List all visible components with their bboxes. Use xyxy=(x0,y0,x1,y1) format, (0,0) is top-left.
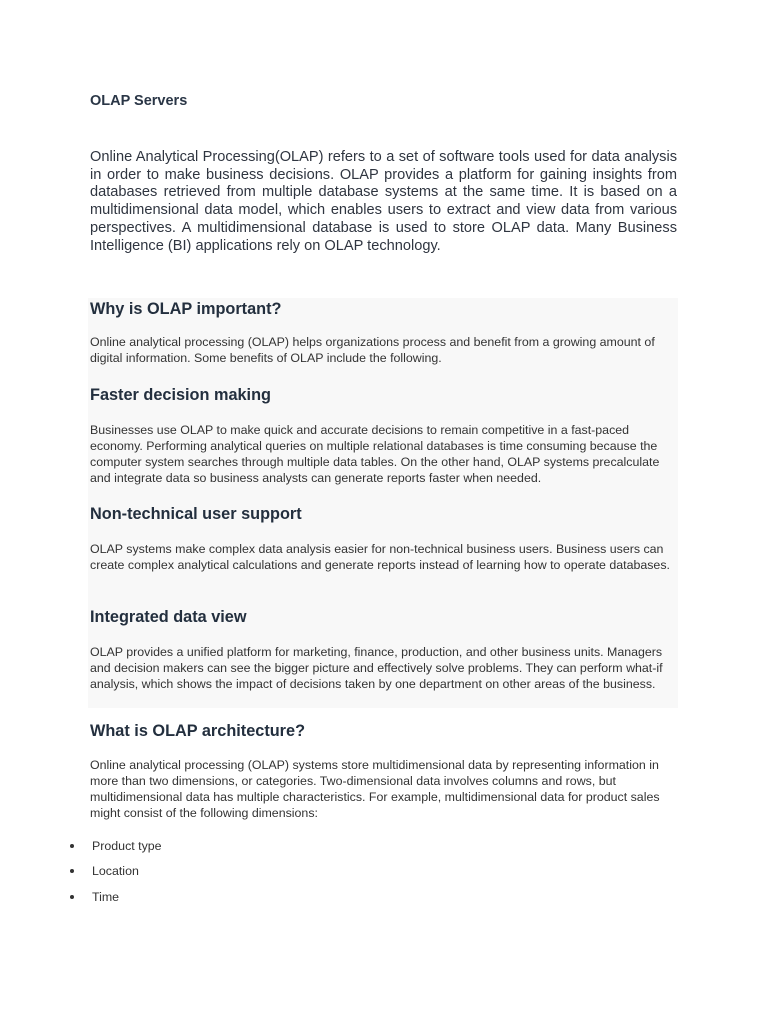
integrated-data-paragraph: OLAP provides a unified platform for marketing, finance, production, and other business units. Managers and decision makers can see the bigger picture and effectively solve problems. They can perform what-if analysis, which shows the impact of decisions taken by one department on other areas of the business. xyxy=(90,645,663,691)
bullet-icon xyxy=(70,869,74,873)
heading-integrated-data-view: Integrated data view xyxy=(90,608,247,626)
list-item xyxy=(68,837,162,862)
bullet-icon xyxy=(70,844,74,848)
faster-decision-paragraph: Businesses use OLAP to make quick and accurate decisions to remain competitive in a fast-paced economy. Performing analytical queries on multiple relational databases is time consuming because the computer system searches through multiple data tables. On the other hand, OLAP systems precalculate and integrate data so business analysts can generate reports faster when needed. xyxy=(90,423,660,485)
list-item xyxy=(68,862,162,887)
heading-non-technical-support: Non-technical user support xyxy=(90,505,302,523)
list-item xyxy=(68,888,162,913)
list-item-label: Time xyxy=(92,889,120,904)
heading-why-olap-important: Why is OLAP important? xyxy=(90,300,282,318)
list-item-label: Location xyxy=(92,864,139,879)
non-technical-paragraph: OLAP systems make complex data analysis easier for non-technical business users. Business users can create complex analytical calculations and generate reports instead of learning how to operate databases. xyxy=(90,542,670,572)
intro-paragraph: Online Analytical Processing(OLAP) refers to a set of software tools used for data analysis in order to make business decisions. OLAP provides a platform for gaining insights from databases retrieved from multiple database systems at the same time. It is based on a multidimensional data model, which enables users to extract and view data from various perspectives. A multidimensional database is used to store OLAP data. Many Business Intelligence (BI) applications rely on OLAP technology. xyxy=(90,149,677,254)
heading-olap-architecture: What is OLAP architecture? xyxy=(90,722,306,740)
architecture-paragraph: Online analytical processing (OLAP) systems store multidimensional data by representing information in more than two dimensions, or categories. Two-dimensional data involves columns and rows, but multidimensional data has multiple characteristics. For example, multidimensional data for product sales might consist of the following dimensions: xyxy=(90,758,660,820)
list-item-label: Product type xyxy=(92,839,162,853)
heading-faster-decision-making: Faster decision making xyxy=(90,386,271,404)
page-title: OLAP Servers xyxy=(90,93,188,109)
bullet-icon xyxy=(70,895,74,899)
dimensions-list xyxy=(68,837,162,913)
why-olap-paragraph: Online analytical processing (OLAP) helps organizations process and benefit from a growing amount of digital information. Some benefits of OLAP include the following. xyxy=(90,335,655,365)
